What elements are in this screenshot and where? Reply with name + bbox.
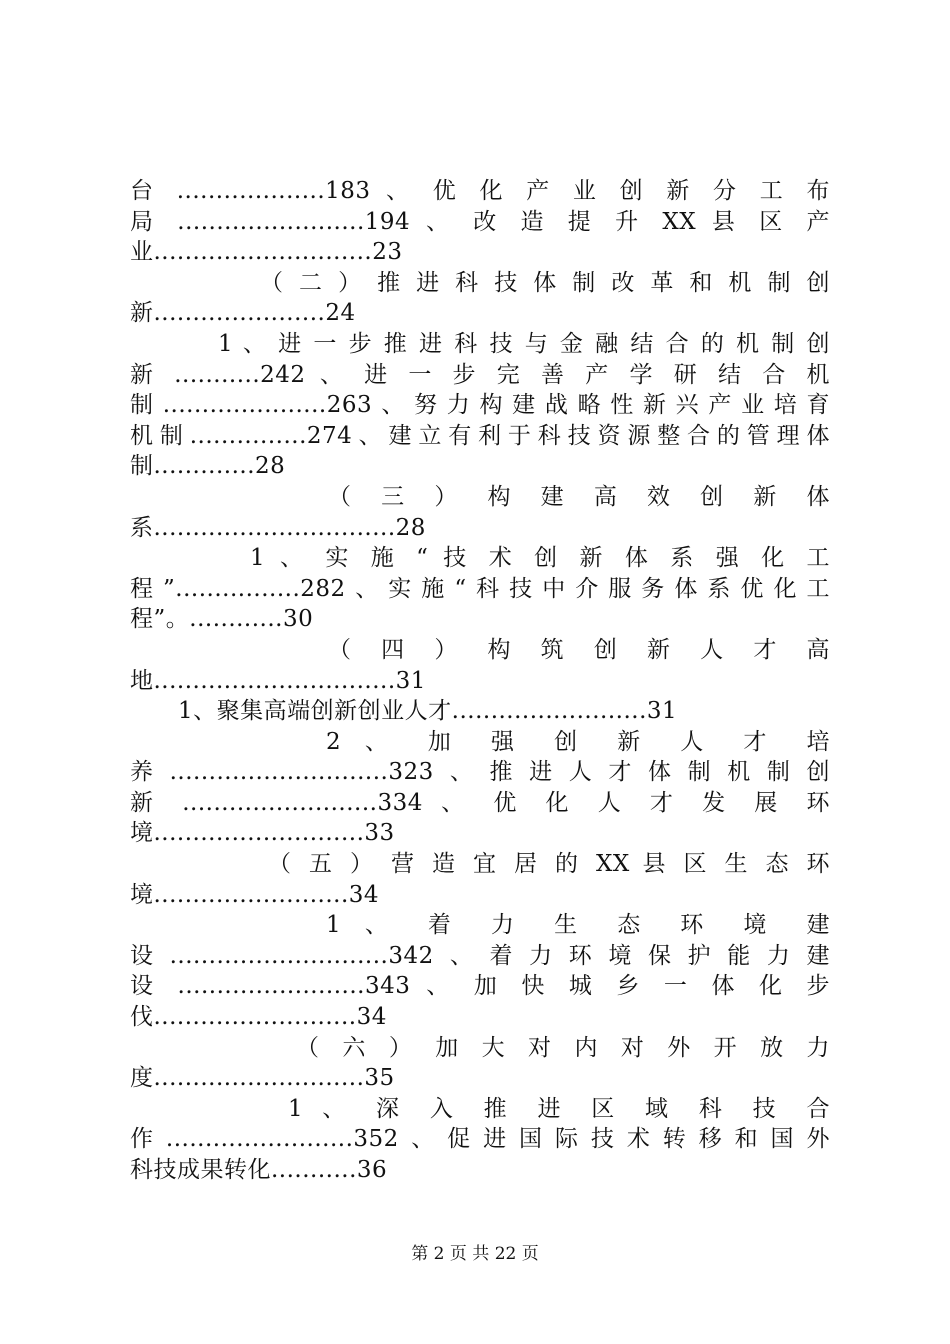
toc-line: 制.............28 [130,453,286,480]
toc-line: 新 ...........242 、 进 一 步 完 善 产 学 研 结 合 机 [130,361,830,388]
toc-line: 台 ...................183 、 优 化 产 业 创 新 分 工 布 [130,178,830,204]
toc-line: （ 六 ） 加 大 对 内 对 外 开 放 力 [296,1034,830,1061]
toc-line: 设 ........................343 、 加 快 城 乡 一 体 化 步 [130,973,830,1000]
toc-line: 伐..........................34 [130,1004,387,1031]
toc-line: 作........................352、促进国际技术转移和国外 [130,1126,830,1153]
toc-line: 养............................323、推进人才体制机制创 [130,759,830,786]
toc-line: （ 五 ） 营 造 宜 居 的 XX 县 区 生 态 环 [268,851,830,878]
toc-line: 局 ........................194 、 改 造 提 升 XX 县 区 产 [130,208,830,235]
toc-line: 1、聚集高端创新创业人才.........................31 [178,698,678,725]
toc-line: 设............................342、着力环境保护能力建 [130,942,830,969]
toc-line: （ 二 ） 推 进 科 技 体 制 改 革 和 机 制 创 [260,269,830,296]
toc-line: 程”。............30 [130,606,314,633]
toc-line: 业............................23 [130,239,403,266]
toc-line: （ 四 ） 构 筑 创 新 人 才 高 [328,636,830,663]
page-footer: 第 2 页 共 22 页 [411,1244,539,1264]
toc-line: （ 三 ） 构 建 高 效 创 新 体 [328,483,830,510]
toc-line: 1 、 进 一 步 推 进 科 技 与 金 融 结 合 的 机 制 创 [218,330,830,357]
toc-line: 度...........................35 [130,1065,395,1092]
toc-body [130,176,830,1186]
toc-line: 新 .........................334 、 优 化 人 才 发 展 环 [130,789,830,816]
toc-line: 科技成果转化...........36 [130,1157,388,1183]
toc-line: 2 、 加 强 创 新 人 才 培 [326,728,830,755]
toc-line: 1 、 着 力 生 态 环 境 建 [326,912,830,939]
toc-line: 系...............................28 [130,514,426,541]
toc-line: 机制...............274、建立有利于科技资源整合的管理体 [130,422,830,449]
toc-line: 1 、 实 施 “ 技 术 创 新 体 系 强 化 工 [250,545,830,572]
toc-line: 境...........................33 [130,820,395,847]
toc-line: 1 、 深 入 推 进 区 域 科 技 合 [288,1095,830,1122]
toc-line: 境.........................34 [130,881,380,908]
toc-line: 程”................282、实施“科技中介服务体系优化工 [130,575,830,602]
toc-line: 地...............................31 [130,667,426,694]
toc-line: 制.....................263、努力构建战略性新兴产业培育 [130,392,830,419]
toc-line: 新......................24 [130,300,356,327]
